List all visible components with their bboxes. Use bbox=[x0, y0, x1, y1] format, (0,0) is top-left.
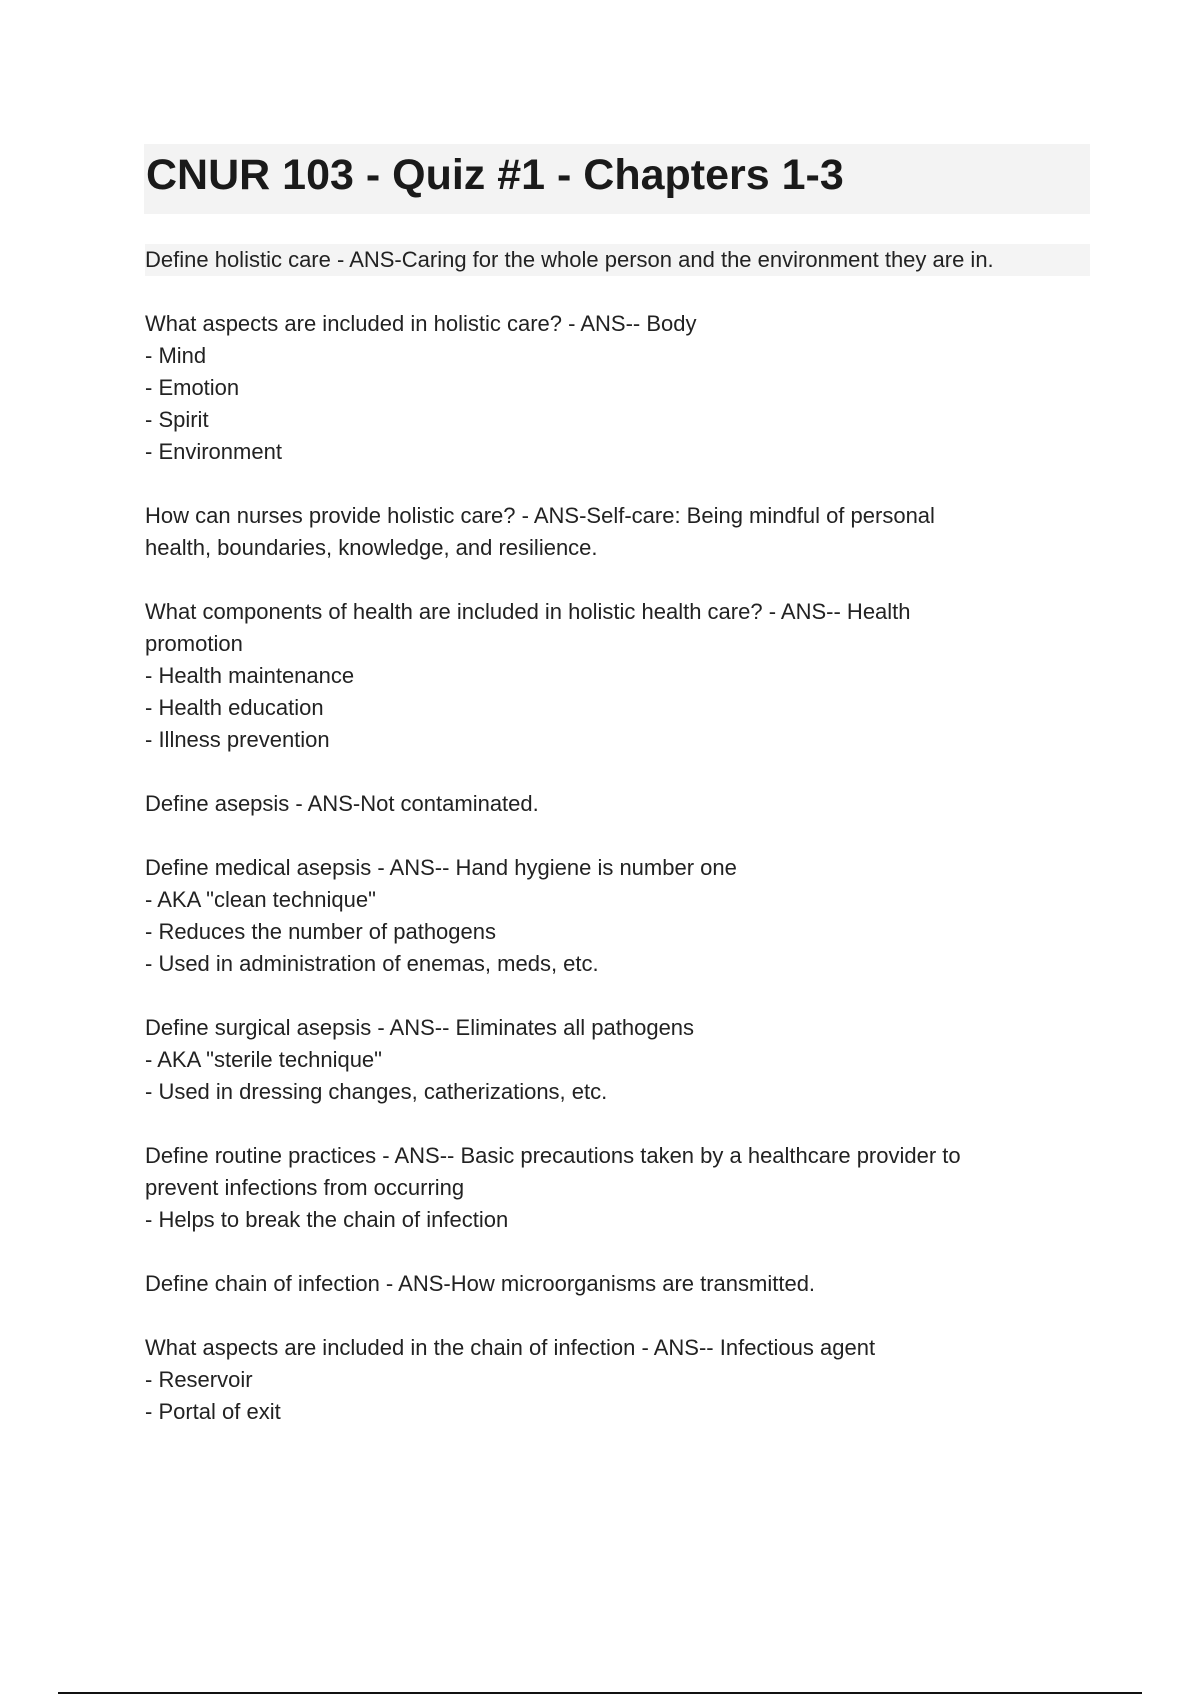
qa-line: Define asepsis - ANS-Not contaminated. bbox=[145, 791, 539, 816]
qa-entry bbox=[145, 788, 1090, 820]
footer-divider bbox=[58, 1692, 1142, 1694]
qa-entry bbox=[145, 308, 1090, 468]
qa-entry bbox=[145, 500, 1090, 564]
qa-entry bbox=[145, 1012, 1090, 1108]
qa-line: - Illness prevention bbox=[145, 727, 330, 752]
qa-line: - Health education bbox=[145, 695, 324, 720]
qa-line: - AKA "clean technique" bbox=[145, 887, 376, 912]
qa-line: - Portal of exit bbox=[145, 1399, 281, 1424]
qa-line: Define holistic care - ANS-Caring for the whole person and the environment they are in. bbox=[145, 244, 1090, 276]
qa-entry bbox=[145, 1268, 1090, 1300]
qa-line: - Used in dressing changes, catherizations, etc. bbox=[145, 1079, 608, 1104]
qa-entry bbox=[145, 852, 1090, 980]
qa-line: - Health maintenance bbox=[145, 663, 355, 688]
qa-line: How can nurses provide holistic care? - ANS-Self-care: Being mindful of personal bbox=[145, 503, 935, 528]
qa-line: - Spirit bbox=[145, 407, 209, 432]
qa-line: - Helps to break the chain of infection bbox=[145, 1207, 509, 1232]
qa-line: Define surgical asepsis - ANS-- Eliminates all pathogens bbox=[145, 1015, 695, 1040]
qa-line: - Used in administration of enemas, meds, etc. bbox=[145, 951, 599, 976]
qa-line: - Mind bbox=[145, 343, 207, 368]
qa-line: Define routine practices - ANS-- Basic precautions taken by a healthcare provider to bbox=[145, 1143, 961, 1168]
qa-entry bbox=[145, 596, 1090, 756]
qa-line: What components of health are included in holistic health care? - ANS-- Health bbox=[145, 599, 911, 624]
title-banner bbox=[144, 144, 1090, 214]
qa-entry bbox=[145, 1332, 1090, 1428]
qa-entry bbox=[145, 1140, 1090, 1236]
qa-line: - Emotion bbox=[145, 375, 240, 400]
qa-line: What aspects are included in holistic care? - ANS-- Body bbox=[145, 311, 697, 336]
qa-line: health, boundaries, knowledge, and resilience. bbox=[145, 535, 598, 560]
qa-line: - AKA "sterile technique" bbox=[145, 1047, 382, 1072]
page-title: CNUR 103 - Quiz #1 - Chapters 1-3 bbox=[146, 151, 844, 199]
qa-line: What aspects are included in the chain of infection - ANS-- Infectious agent bbox=[145, 1335, 876, 1360]
qa-line: - Reservoir bbox=[145, 1367, 253, 1392]
qa-line: promotion bbox=[145, 631, 243, 656]
qa-entry bbox=[145, 244, 1090, 276]
qa-line: - Environment bbox=[145, 439, 282, 464]
qa-line: prevent infections from occurring bbox=[145, 1175, 465, 1200]
qa-line: Define chain of infection - ANS-How microorganisms are transmitted. bbox=[145, 1271, 816, 1296]
qa-line: - Reduces the number of pathogens bbox=[145, 919, 497, 944]
qa-line: Define medical asepsis - ANS-- Hand hygiene is number one bbox=[145, 855, 737, 880]
qa-list bbox=[145, 244, 1090, 1460]
